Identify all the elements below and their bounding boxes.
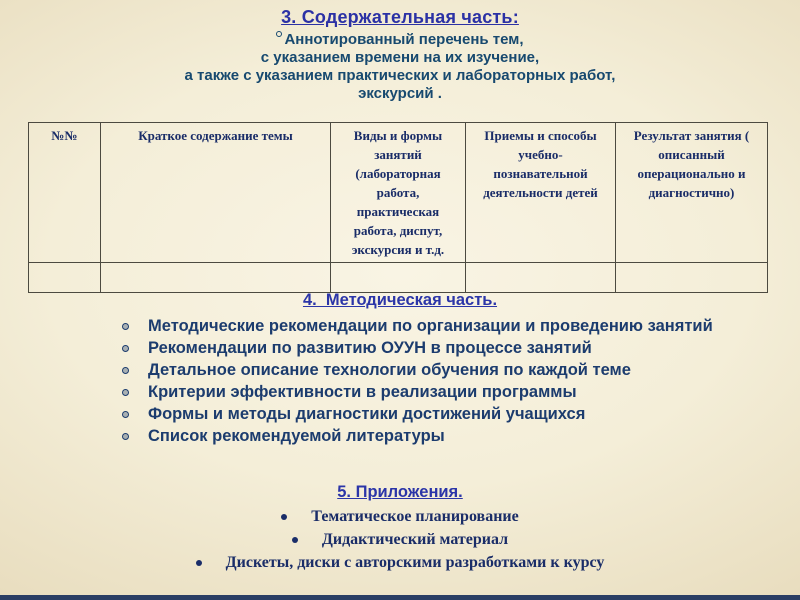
list-item [0, 529, 800, 551]
list-item [120, 425, 713, 447]
list-item [120, 359, 713, 381]
subtitle-line: экскурсий . [358, 85, 442, 102]
small-bullet-icon [276, 31, 282, 37]
list-item-text: Методические рекомендации по организации и проведению занятий [148, 317, 713, 335]
subtitle-line [0, 31, 800, 49]
list-item [120, 337, 713, 359]
content-table [28, 122, 768, 293]
list-item-text: Рекомендации по развитию ОУУН в процессе занятий [148, 339, 592, 357]
table-header-number: №№ [29, 123, 101, 263]
subtitle-line: а также с указанием практических и лабораторных работ, [184, 67, 616, 84]
table-cell-empty [616, 263, 768, 293]
table-row [29, 263, 768, 293]
list-item-text: Критерии эффективности в реализации программы [148, 383, 577, 401]
list-item [0, 506, 800, 528]
table-cell-empty [331, 263, 466, 293]
bottom-accent-bar [0, 595, 800, 600]
bullet-icon [122, 367, 129, 374]
list-item [120, 403, 713, 425]
table-cell-empty [101, 263, 331, 293]
bullet-icon [122, 345, 129, 352]
bullet-icon [122, 433, 129, 440]
section4-heading: 4. Методическая часть. [302, 291, 498, 309]
table-header-forms: Виды и формы занятий (лабораторная работа, практическая работа, диспут, экскурсия и т.д. [331, 123, 466, 263]
list-item-text: Формы и методы диагностики достижений учащихся [148, 405, 586, 423]
list-item [0, 552, 800, 574]
list-item [120, 381, 713, 403]
bullet-icon [122, 411, 129, 418]
bullet-icon [122, 389, 129, 396]
list-item-text: Список рекомендуемой литературы [148, 427, 445, 445]
bullet-icon [281, 514, 287, 520]
table-header-row [29, 123, 768, 263]
list-item-text: Дискеты, диски с авторскими разработками к курсу [225, 554, 605, 571]
section-appendices [0, 483, 800, 574]
table-header-result: Результат занятия ( описанный операционально и диагностично) [616, 123, 768, 263]
list-item-text: Детальное описание технологии обучения по каждой теме [148, 361, 631, 379]
table-cell-empty [29, 263, 101, 293]
table-header-summary: Краткое содержание темы [101, 123, 331, 263]
bullet-icon [196, 560, 202, 566]
list-item-text: Дидактический материал [321, 531, 509, 548]
slide-header [0, 7, 800, 103]
section-methodical [0, 291, 800, 447]
section5-heading: 5. Приложения. [337, 483, 463, 501]
subtitle-text: Аннотированный перечень тем, [284, 31, 524, 48]
table-header-methods: Приемы и способы учебно-познавательной деятельности детей [466, 123, 616, 263]
bullet-icon [122, 323, 129, 330]
slide-title: 3. Содержательная часть: [281, 7, 519, 27]
bullet-icon [292, 537, 298, 543]
table-cell-empty [466, 263, 616, 293]
subtitle-line: с указанием времени на их изучение, [260, 49, 540, 66]
list-item [120, 315, 713, 337]
list-item-text: Тематическое планирование [311, 508, 519, 525]
methodical-bullet-list [0, 315, 800, 447]
